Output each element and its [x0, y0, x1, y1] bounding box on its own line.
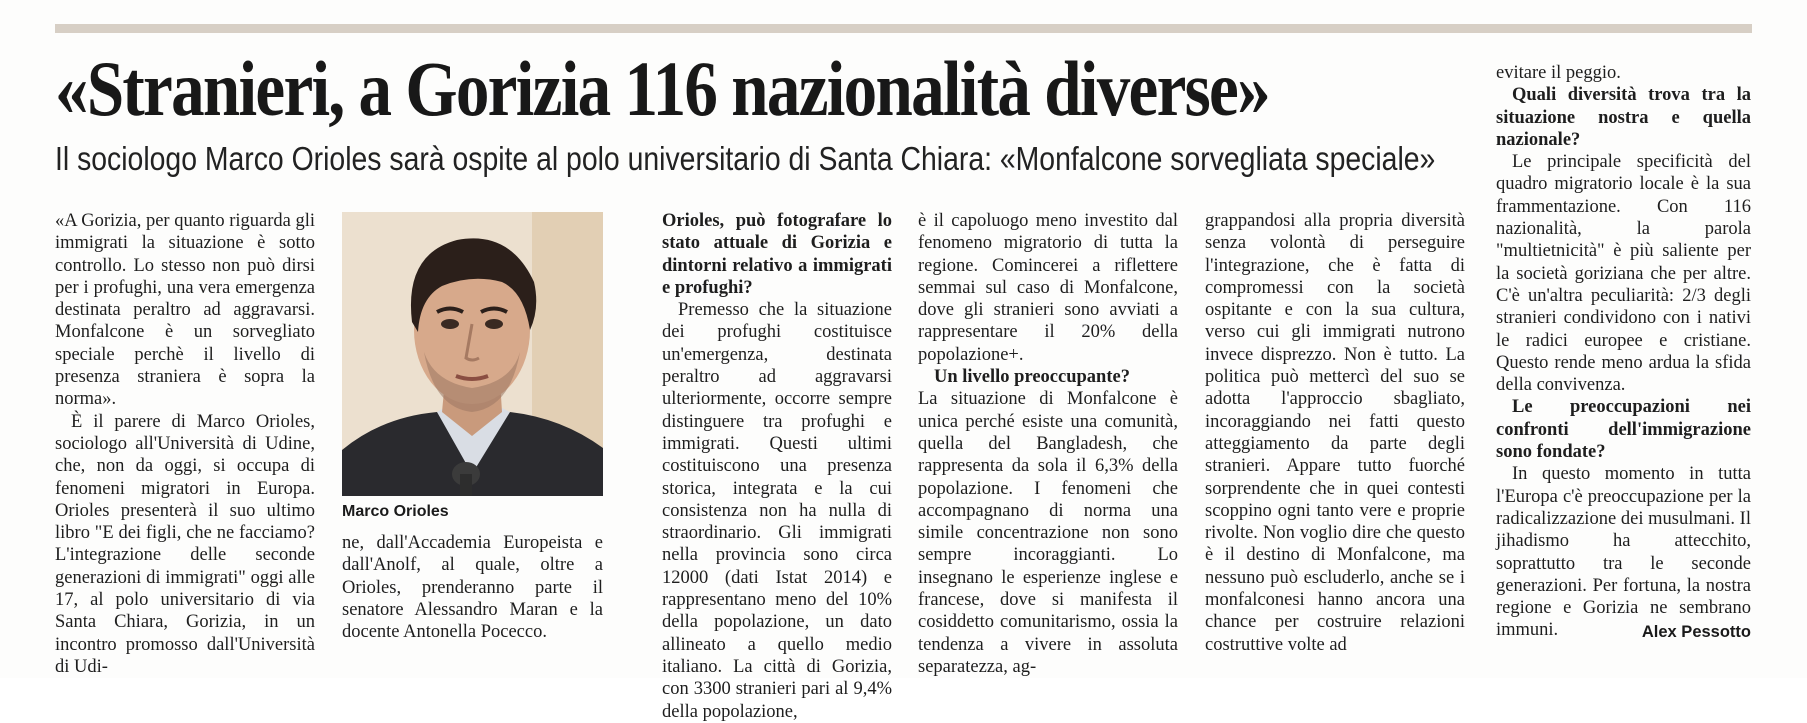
interview-question: Le preoccupazioni nei confronti dell'immigrazione sono fondate? [1496, 397, 1751, 463]
article-column-4 [918, 210, 1178, 677]
byline: Alex Pessotto [1641, 623, 1751, 641]
article-column-3 [662, 210, 892, 722]
paragraph: È il parere di Marco Orioles, sociologo all'Università di Udine, che, non da oggi, si occupa di fenomeni migratori in Europa. Orioles presenterà il suo ultimo libro "E dei figli, che ne facciamo? L'integrazione delle seconde generazioni di immigrati" oggi alle 17, al polo universitario di via Santa Chiara, Gorizia, in un incontro promosso dall'Università di Udi- [55, 411, 315, 677]
paragraph: Premesso che la situazione dei profughi costituisce un'emergenza, destinata peraltro ad aggravarsi ulteriormente, occorre sempre distinguere tra profughi e immigrati. Questi ultimi costituiscono una presenza storica, integrata e la cui consistenza non ha nulla di straordinario. Gli immigrati nella provincia sono circa 12000 (dati Istat 2014) e rappresentano meno del 10% della popolazione, un dato allineato a quello medio italiano. La città di Gorizia, con 3300 stranieri pari al 9,4% della popolazione, [662, 300, 892, 722]
interview-question: Un livello preoccupante? [934, 367, 1130, 388]
photo-caption: Marco Orioles [342, 503, 449, 520]
subheadline: Il sociologo Marco Orioles sarà ospite al polo universitario di Santa Chiara: «Monfalcone sorvegliata speciale» [55, 140, 1436, 177]
paragraph: La situazione di Monfalcone è unica perché esiste una comunità, quella del Bangladesh, che rappresenta da sola il 6,3% della popolazione. I fenomeni che accompagnano di norma una simile concentrazione non sono sempre incoraggianti. Lo insegnano le esperienze inglese e francese, dove si manifesta il cosiddetto comunitarismo, ossia la tendenza a vivere in assoluta separatezza, ag- [918, 389, 1178, 677]
paragraph: è il capoluogo meno investito dal fenomeno migratorio di tutta la regione. Comincerei a riflettere semmai sul caso di Monfalcone, dove gli stranieri sono avviati a rappresentare il 20% della popolazione+. [918, 211, 1178, 365]
paragraph: grappandosi alla propria diversità senza volontà di perseguire l'integrazione, che è fatta di compromessi con la società ospitante e con la sua cultura, verso cui gli immigrati nutrono invece disprezzo. Non è tutto. La politica può mettercì del suo se adotta l'approccio sbagliato, incoraggiando nei fatti questo atteggiamento da parte degli stranieri. Appare tutto fuorché sorprendente che in quei contesti scoppino ogni tanto vere e proprie rivolte. Non voglio dire che questo è il destino di Monfalcone, ma nessuno può escluderlo, anche se i monfalconesi hanno ancora una chance per costruire relazioni costruttive volte ad [1205, 211, 1465, 655]
paragraph: evitare il peggio. [1496, 63, 1621, 83]
paragraph: «A Gorizia, per quanto riguarda gli immigrati la situazione è sotto controllo. Lo stesso non può dirsi per i profughi, una vera emergenza destinata peraltro ad aggravarsi. Monfalcone è un sorvegliato speciale perchè il livello di presenza straniera è sopra la norma». [55, 211, 315, 410]
author-photo [342, 212, 603, 496]
article-column-5 [1205, 210, 1465, 655]
paragraph: ne, dall'Accademia Europeista e dall'Anolf, al quale, oltre a Orioles, prenderanno parte il senatore Alessandro Maran e la docente Antonella Pocecco. [342, 533, 603, 643]
top-rule [55, 24, 1752, 33]
paragraph: Le principale specificità del quadro migratorio locale è la sua frammentazione. Con 116 nazionalità, la parola "multietnicità" è più saliente per la società goriziana che per altre. C'è un'altra peculiarità: 2/3 degli stranieri condividono con i nativi le radici europee e cristiane. Questo rende meno ardua la sfida della convivenza. [1496, 152, 1751, 396]
article-column-1 [55, 210, 315, 677]
article-column-2 [342, 532, 603, 652]
headline: «Stranieri, a Gorizia 116 nazionalità diverse» [55, 45, 1269, 132]
interview-question: Orioles, può fotografare lo stato attuale di Gorizia e dintorni relativo a immigrati e profughi? [662, 211, 892, 298]
interview-question: Quali diversità trova tra la situazione nostra e quella nazionale? [1496, 85, 1751, 150]
portrait-illustration [342, 212, 603, 496]
paragraph: In questo momento in tutta l'Europa c'è preoccupazione per la radicalizzazione dei musulmani. Il jihadismo ha attecchito, soprattutto tra le seconde generazioni. Per fortuna, la nostra regione e Gorizia ne sembrano immuni. [1496, 464, 1751, 641]
